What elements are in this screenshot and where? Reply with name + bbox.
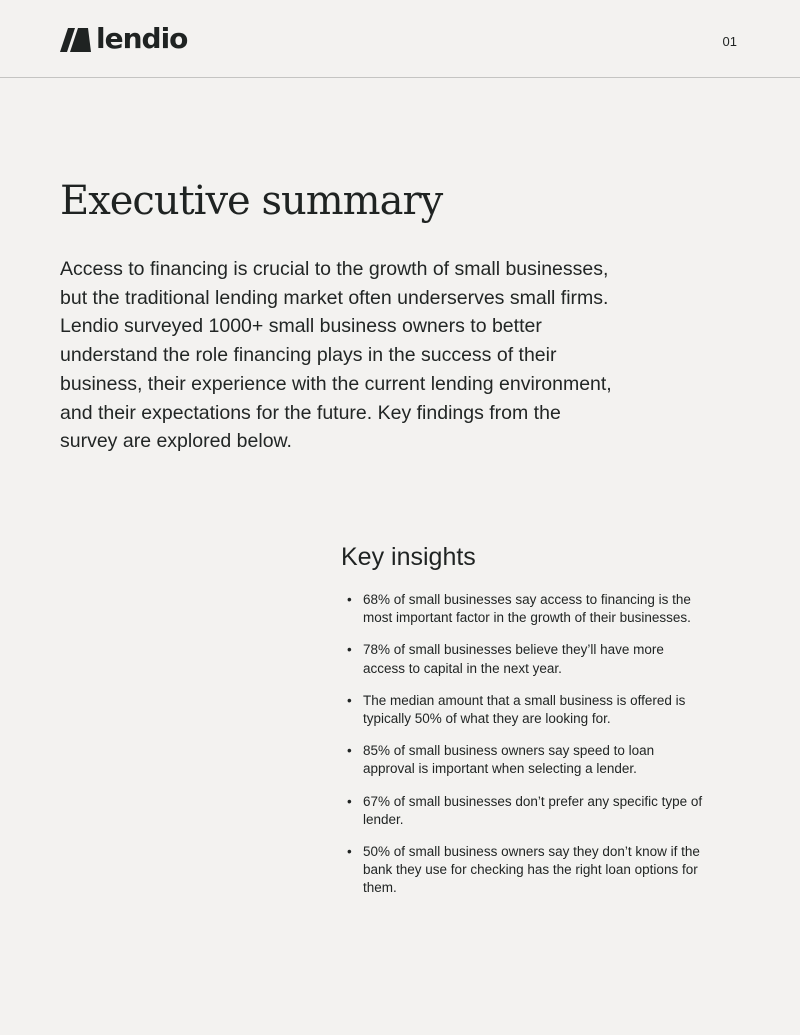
bullet-icon: • — [347, 793, 352, 809]
bullet-icon: • — [347, 743, 352, 759]
insight-item — [347, 843, 708, 898]
page-title: Executive summary — [60, 178, 443, 224]
insight-text: 50% of small business owners say they don’t know if the bank they use for checking has the right loan options for them. — [363, 844, 700, 896]
insight-text: 85% of small business owners say speed to loan approval is important when selecting a lender. — [363, 743, 655, 777]
bullet-icon: • — [347, 642, 352, 658]
bullet-icon: • — [347, 592, 352, 607]
key-insights-heading: Key insights — [341, 543, 476, 571]
lendio-logo — [60, 24, 187, 56]
intro-paragraph: Access to financing is crucial to the growth of small businesses, but the traditional lending market often underserves small firms. Lendio surveyed 1000+ small business owners to better understand the role financing plays in the success of their business, their experience with the current lending environment, and their expectations for the future. Key findings from the survey are explored below. — [60, 258, 612, 453]
insight-item — [347, 692, 708, 728]
insight-item — [347, 591, 708, 627]
logo-text: lendio — [96, 22, 188, 55]
insight-item — [347, 793, 708, 829]
page-number: 01 — [722, 34, 737, 49]
key-insights-list — [347, 591, 708, 912]
insight-item — [347, 641, 708, 677]
insight-text: 68% of small businesses say access to financing is the most important factor in the growth of their businesses. — [363, 592, 691, 626]
lendio-logo-icon — [60, 28, 91, 52]
page-header — [0, 0, 800, 78]
insight-item — [347, 742, 708, 778]
bullet-icon: • — [347, 692, 352, 708]
insight-text: 67% of small businesses don’t prefer any specific type of lender. — [363, 793, 703, 827]
insight-text: The median amount that a small business is offered is typically 50% of what they are looking for. — [363, 692, 686, 727]
bullet-icon: • — [347, 844, 352, 860]
insight-text: 78% of small businesses believe they’ll have more access to capital in the next year. — [363, 642, 664, 676]
